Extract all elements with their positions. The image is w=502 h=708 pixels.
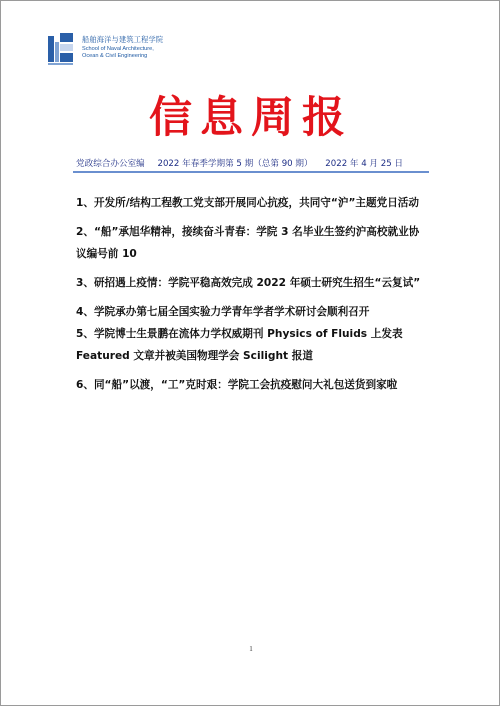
logo-chinese-name: 船舶海洋与建筑工程学院 — [82, 35, 164, 44]
logo-english-line-1: School of Naval Architecture, — [82, 46, 154, 52]
logo-english-name — [82, 46, 154, 60]
school-logo — [46, 33, 176, 69]
contents-item-3[interactable]: 3、研招遇上疫情：学院平稳高效完成 2022 年硕士研究生招生“云复试” — [76, 277, 421, 289]
contents-item-2[interactable]: 2、“船”承旭华精神，接续奋斗青春：学院 3 名毕业生签约沪高校就业协议编号前 10 — [76, 226, 420, 260]
contents-item-4[interactable]: 4、学院承办第七届全国实验力学青年学者学术研讨会顺利召开 — [76, 306, 370, 318]
contents-item-1[interactable]: 1、开发所/结构工程教工党支部开展同心抗疫，共同守“沪”主题党日活动 — [76, 197, 419, 209]
issue-date: 2022 年 4 月 25 日 — [325, 159, 404, 169]
header-divider — [73, 171, 429, 173]
logo-english-line-2: Ocean & Civil Engineering — [82, 53, 148, 59]
newsletter-title: 信息周报 — [149, 93, 353, 143]
school-emblem-icon — [46, 33, 76, 67]
contents-item-6[interactable]: 6、同“船”以渡，“工”克时艰：学院工会抗疫慰问大礼包送货到家啦 — [76, 379, 398, 391]
contents-list — [76, 192, 428, 403]
issue-meta-line — [76, 157, 413, 169]
issue-number: 2022 年春季学期第 5 期（总第 90 期） — [157, 159, 313, 169]
page-number: 1 — [249, 645, 253, 653]
editor-label: 党政综合办公室编 — [76, 159, 145, 169]
contents-item-5[interactable]: 5、学院博士生景鹏在流体力学权威期刊 Physics of Fluids 上发表 Featured 文章并被美国物理学会 Scilight 报道 — [76, 328, 403, 362]
